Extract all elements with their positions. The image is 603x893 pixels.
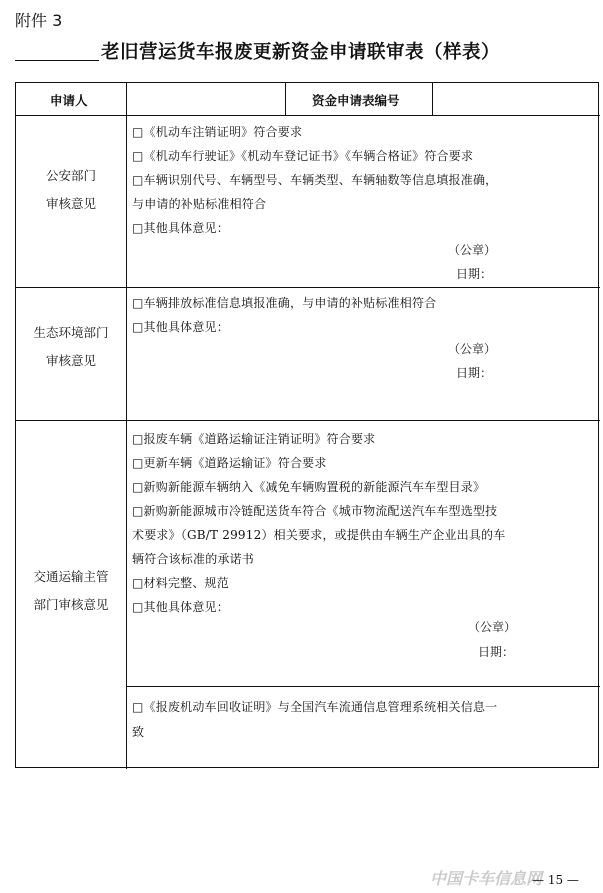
recycle-check-item-cont: 致 bbox=[132, 725, 145, 739]
police-item-1: □《机动车注销证明》符合要求 bbox=[132, 125, 303, 139]
form-number-header: 资金申请表编号 bbox=[312, 93, 400, 108]
police-stamp: （公章） bbox=[448, 243, 497, 257]
transport-label-line2: 部门审核意见 bbox=[33, 597, 109, 612]
eco-label-line1: 生态环境部门 bbox=[33, 325, 109, 340]
police-label-line1: 公安部门 bbox=[45, 168, 96, 183]
eco-stamp: （公章） bbox=[448, 342, 497, 356]
applicant-header: 申请人 bbox=[50, 93, 88, 108]
column-divider bbox=[432, 83, 433, 115]
row-divider bbox=[16, 287, 600, 288]
transport-label-line1: 交通运输主管 bbox=[33, 569, 109, 584]
police-item-3: □车辆识别代号、车辆型号、车辆类型、车辆轴数等信息填报准确， bbox=[132, 173, 498, 187]
police-label-line2: 审核意见 bbox=[45, 196, 96, 211]
transport-item-3: □新购新能源车辆纳入《减免车辆购置税的新能源汽车车型目录》 bbox=[132, 480, 486, 494]
column-divider bbox=[285, 83, 286, 115]
transport-item-4: □新购新能源城市冷链配送货车符合《城市物流配送汽车车型选型技 bbox=[132, 504, 498, 518]
police-date: 日期： bbox=[456, 267, 493, 281]
attachment-label: 附件 3 bbox=[15, 11, 63, 30]
transport-stamp: （公章） bbox=[468, 620, 517, 634]
eco-item-1: □车辆排放标准信息填报准确，与申请的补贴标准相符合 bbox=[132, 296, 437, 310]
row-divider bbox=[16, 115, 600, 116]
form-title-text: 老旧营运货车报废更新资金申请联审表（样表） bbox=[101, 42, 501, 63]
row-divider bbox=[16, 420, 600, 421]
site-watermark: 中国卡车信息网 bbox=[430, 869, 543, 888]
transport-item-4-cont: 术要求》（GB/T 29912）相关要求，或提供由车辆生产企业出具的车 bbox=[132, 528, 506, 542]
police-item-4: □其他具体意见： bbox=[132, 221, 229, 235]
eco-dept-label bbox=[16, 319, 126, 375]
transport-item-1: □报废车辆《道路运输证注销证明》符合要求 bbox=[132, 432, 376, 446]
form-title bbox=[15, 38, 600, 68]
eco-item-2: □其他具体意见： bbox=[132, 320, 229, 334]
police-item-3-cont: 与申请的补贴标准相符合 bbox=[132, 197, 267, 211]
eco-date: 日期： bbox=[456, 366, 493, 380]
transport-date: 日期： bbox=[478, 645, 515, 659]
row-divider bbox=[126, 686, 600, 687]
transport-dept-label bbox=[16, 563, 126, 619]
review-table bbox=[15, 82, 599, 768]
transport-item-2: □更新车辆《道路运输证》符合要求 bbox=[132, 456, 327, 470]
police-item-2: □《机动车行驶证》《机动车登记证书》《车辆合格证》符合要求 bbox=[132, 149, 474, 163]
recycle-check-item: □《报废机动车回收证明》与全国汽车流通信息管理系统相关信息一 bbox=[132, 700, 498, 714]
column-divider bbox=[126, 83, 127, 769]
title-blank-line bbox=[15, 42, 99, 61]
police-dept-label bbox=[16, 162, 126, 218]
transport-item-6: □其他具体意见： bbox=[132, 600, 229, 614]
transport-item-5: □材料完整、规范 bbox=[132, 576, 229, 590]
transport-item-4-cont2: 辆符合该标准的承诺书 bbox=[132, 552, 255, 566]
page-number: — 15 — bbox=[532, 873, 579, 887]
eco-label-line2: 审核意见 bbox=[45, 353, 96, 368]
